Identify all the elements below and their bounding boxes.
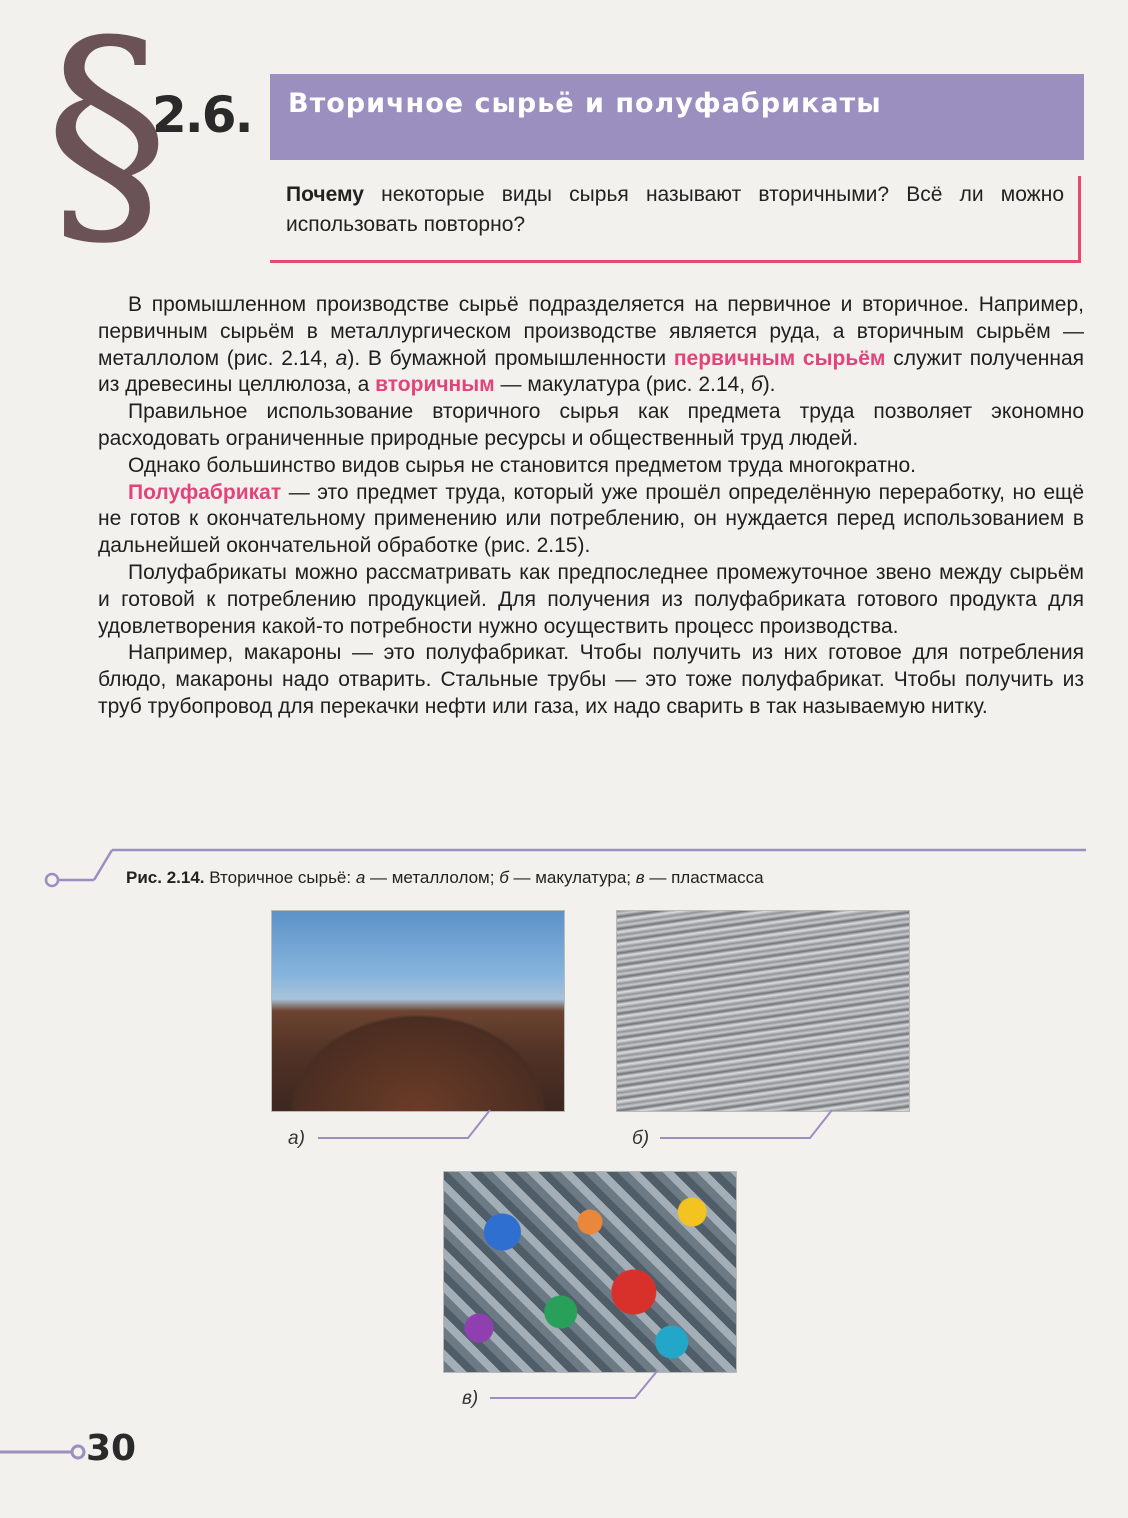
text-run: в: [635, 868, 645, 887]
text-run: б: [750, 373, 763, 397]
paragraph-3: Однако большинство видов сырья не становится предметом труда многократно.: [128, 453, 916, 477]
text-run: служит полученная из древесины целлюлоза, а: [98, 346, 1085, 397]
photo-waste-paper: [616, 910, 910, 1112]
text-run: а: [355, 868, 366, 887]
scrap-pile-shape: [272, 1001, 564, 1111]
label-b: б): [632, 1128, 650, 1149]
text-run: — металлолом;: [365, 868, 500, 887]
text-run: — это предмет труда, который уже прошёл определённую переработку, но ещё не готов к окончательному применению или потреблению, он нуждается перед использованием в дальнейшей окончательной обработке (рис. 2.15).: [98, 480, 1084, 558]
question-box: [270, 176, 1081, 263]
paragraph-2: Правильное использование вторичного сырья как предмета труда позволяет экономно расходовать ограниченные природные ресурсы и общественный труд людей.: [98, 400, 1084, 450]
connector-b: [660, 1108, 835, 1144]
text-run: Вторичное сырьё:: [204, 868, 356, 887]
paragraph-5: Полуфабрикаты можно рассматривать как предпоследнее промежуточное звено между сырьём и готовой к потреблению продукцией. Для получения из полуфабриката готового продукта для удовлетворения какой-то потребности нужно осуществить процесс производства.: [98, 560, 1084, 638]
term-semifinished: Полуфабрикат: [128, 480, 282, 504]
text-run: — макулатура (рис. 2.14,: [494, 373, 751, 397]
photo-plastic: [443, 1171, 737, 1373]
label-c: в): [462, 1388, 479, 1409]
photo-scrap-metal: [271, 910, 565, 1112]
term-secondary: вторичным: [375, 373, 495, 397]
section-number: 2.6.: [152, 86, 252, 144]
caption-label: Рис. 2.14.: [126, 868, 205, 887]
text-run: В промышленном производстве сырьё подразделяется на первичное и вторичное. Например, первичным сырьём в металлургическом производстве является руда, а вторичным сырьём — металлолом (рис. 2.14,: [98, 293, 1084, 370]
paragraph-1: [98, 292, 1084, 399]
text-run: ). В бумажной промышленности: [347, 346, 674, 370]
page-number: 30: [86, 1428, 137, 1469]
connector-a: [318, 1108, 493, 1144]
body-text: [98, 292, 1084, 721]
text-run: — пластмасса: [644, 868, 764, 887]
section-symbol: §: [44, 0, 170, 278]
page-title: Вторичное сырьё и полуфабрикаты: [288, 88, 882, 119]
text-run: б: [499, 868, 509, 887]
intro-question: [286, 180, 1064, 240]
paragraph-6: Например, макароны — это полуфабрикат. Чтобы получить из них готовое для потребления блюдо, макароны надо отварить. Стальные трубы — это тоже полуфабрикат. Чтобы получить из труб трубопровод для перекачки нефти или газа, их надо сварить в так называемую нитку.: [98, 641, 1084, 718]
paragraph-4: [98, 480, 1084, 560]
question-bold: Почему: [286, 183, 364, 206]
label-a: а): [288, 1128, 305, 1149]
page-number-line: [0, 1444, 90, 1464]
question-rest: некоторые виды сырья называют вторичными? Всё ли можно использовать повторно?: [286, 183, 1064, 236]
connector-c: [490, 1368, 665, 1404]
text-run: ).: [762, 373, 776, 397]
title-bar: [270, 74, 1084, 160]
text-run: а: [335, 346, 348, 370]
figure-caption: [126, 868, 764, 888]
term-primary-raw: первичным сырьём: [673, 346, 886, 370]
text-run: — макулатура;: [508, 868, 636, 887]
